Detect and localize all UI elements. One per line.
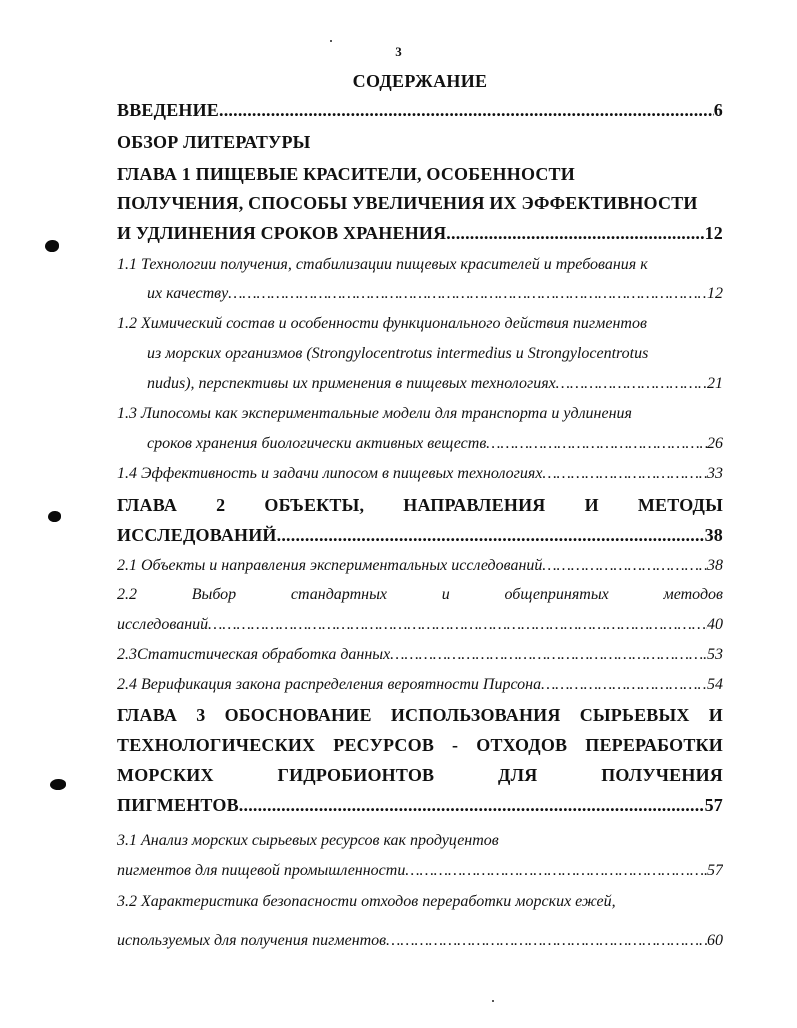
word: методов [663, 586, 723, 603]
punch-hole-mark [48, 511, 61, 522]
leader-dots [219, 100, 714, 121]
toc-page-number: 38 [704, 525, 723, 545]
toc-page-number: 21 [707, 375, 723, 392]
toc-entry-text: 1.4 Эффективность и задачи липосом в пищевых технологиях [117, 465, 543, 482]
leader-dots [542, 465, 707, 483]
page-title: СОДЕРЖАНИЕ [352, 71, 488, 91]
word: ОБОСНОВАНИЕ [224, 705, 372, 725]
toc-section-1-4[interactable] [117, 465, 723, 483]
toc-section-1-2-line-1[interactable]: 1.2 Химический состав и особенности функционального действия пигментов [117, 315, 647, 332]
toc-section-3-2-line-2[interactable] [117, 932, 723, 950]
punch-hole-mark [45, 240, 59, 252]
scan-speck [330, 40, 332, 42]
word: - [452, 735, 459, 755]
toc-page-number: 38 [707, 557, 723, 574]
toc-chapter-2-line-1[interactable] [117, 495, 723, 516]
toc-section-2-1[interactable] [117, 557, 723, 575]
leader-dots [556, 375, 707, 393]
scan-speck [492, 1000, 494, 1002]
word: Выбор [191, 586, 237, 603]
toc-entry-text: пигментов для пищевой промышленности [117, 862, 406, 879]
toc-chapter-1-line-3[interactable] [117, 223, 723, 244]
word: ПОЛУЧЕНИЯ [601, 765, 723, 785]
leader-dots [486, 435, 707, 453]
word: и [441, 586, 450, 603]
leader-dots [208, 616, 707, 634]
word: ГЛАВА [117, 495, 178, 515]
leader-dots [277, 525, 705, 546]
word: стандартных [290, 586, 388, 603]
toc-chapter-3-line-4[interactable] [117, 795, 723, 816]
toc-entry-text: 2.3Статистическая обработка данных [117, 646, 391, 663]
toc-section-1-2-line-3[interactable] [147, 375, 723, 393]
word: МОРСКИХ [117, 765, 214, 785]
word: НАПРАВЛЕНИЯ [403, 495, 546, 515]
toc-entry-text: 2.4 Верификация закона распределения вероятности Пирсона [117, 676, 542, 693]
toc-chapter-3-line-1[interactable] [117, 705, 723, 726]
toc-section-2-3[interactable] [117, 646, 723, 664]
toc-section-1-2-line-2[interactable]: из морских организмов (Strongylocentrotus intermedius и Strongylocentrotus [147, 345, 649, 362]
leader-dots [542, 557, 707, 575]
word: И [708, 705, 723, 725]
toc-section-2-2-line-2[interactable] [117, 616, 723, 634]
toc-entry-text: их качеству [147, 285, 229, 302]
toc-entry-text: ПИГМЕНТОВ [117, 795, 239, 815]
word: ТЕХНОЛОГИЧЕСКИХ [117, 735, 316, 755]
toc-page-number: 12 [707, 285, 723, 302]
toc-entry-intro[interactable] [117, 100, 723, 121]
toc-entry-text: nudus), перспективы их применения в пищевых технологиях [147, 375, 556, 392]
toc-entry-text: ВВЕДЕНИЕ [117, 100, 220, 120]
word: ИСПОЛЬЗОВАНИЯ [390, 705, 561, 725]
toc-chapter-1-line-1[interactable]: ГЛАВА 1 ПИЩЕВЫЕ КРАСИТЕЛИ, ОСОБЕННОСТИ [117, 164, 575, 184]
word: 2.2 [117, 586, 137, 603]
toc-section-2-4[interactable] [117, 676, 723, 694]
toc-section-3-1-line-2[interactable] [117, 862, 723, 880]
toc-entry-text: используемых для получения пигментов [117, 932, 387, 949]
word: И [584, 495, 599, 515]
toc-section-1-1-line-2[interactable] [147, 285, 723, 303]
word: МЕТОДЫ [637, 495, 723, 515]
leader-dots [446, 223, 704, 244]
toc-chapter-3-line-3[interactable] [117, 765, 723, 786]
word: общепринятых [504, 586, 609, 603]
toc-entry-text: исследований [117, 616, 209, 633]
toc-page-number: 54 [707, 676, 723, 693]
toc-page-number: 12 [704, 223, 723, 243]
leader-dots [405, 862, 707, 880]
leader-dots [228, 285, 707, 303]
word: 2 [216, 495, 226, 515]
leader-dots [386, 932, 707, 950]
toc-section-review: ОБЗОР ЛИТЕРАТУРЫ [117, 132, 311, 152]
toc-page-number: 6 [713, 100, 723, 120]
toc-entry-text: сроков хранения биологически активных веществ [147, 435, 487, 452]
punch-hole-mark [50, 779, 66, 790]
toc-entry-text: И УДЛИНЕНИЯ СРОКОВ ХРАНЕНИЯ [117, 223, 447, 243]
toc-entry-text: ИССЛЕДОВАНИЙ [117, 525, 277, 545]
toc-page-number: 53 [707, 646, 723, 663]
toc-section-1-3-line-2[interactable] [147, 435, 723, 453]
toc-page-number: 26 [707, 435, 723, 452]
toc-page-number: 40 [707, 616, 723, 633]
page-number: 3 [395, 44, 402, 59]
word: ПЕРЕРАБОТКИ [585, 735, 723, 755]
toc-section-2-2-line-1[interactable] [117, 586, 723, 604]
toc-chapter-2-line-2[interactable] [117, 525, 723, 546]
toc-entry-text: 2.1 Объекты и направления экспериментальных исследований [117, 557, 543, 574]
toc-section-1-1-line-1[interactable]: 1.1 Технологии получения, стабилизации пищевых красителей и требования к [117, 256, 648, 273]
word: ОБЪЕКТЫ, [264, 495, 365, 515]
toc-section-1-3-line-1[interactable]: 1.3 Липосомы как экспериментальные модели для транспорта и удлинения [117, 405, 632, 422]
leader-dots [390, 646, 707, 664]
toc-page-number: 57 [704, 795, 723, 815]
toc-chapter-3-line-2[interactable] [117, 735, 723, 756]
toc-page-number: 57 [707, 862, 723, 879]
toc-section-3-1-line-1[interactable]: 3.1 Анализ морских сырьевых ресурсов как продуцентов [117, 832, 499, 849]
toc-page-number: 60 [707, 932, 723, 949]
leader-dots [239, 795, 705, 816]
leader-dots [541, 676, 707, 694]
word: РЕСУРСОВ [333, 735, 435, 755]
toc-page-number: 33 [707, 465, 723, 482]
toc-chapter-1-line-2[interactable]: ПОЛУЧЕНИЯ, СПОСОБЫ УВЕЛИЧЕНИЯ ИХ ЭФФЕКТИВНОСТИ [117, 193, 698, 213]
word: СЫРЬЕВЫХ [579, 705, 690, 725]
word: ГИДРОБИОНТОВ [277, 765, 435, 785]
word: 3 [196, 705, 206, 725]
word: ГЛАВА [117, 705, 178, 725]
word: ОТХОДОВ [476, 735, 568, 755]
word: ДЛЯ [498, 765, 538, 785]
toc-section-3-2-line-1[interactable]: 3.2 Характеристика безопасности отходов переработки морских ежей, [117, 893, 616, 910]
